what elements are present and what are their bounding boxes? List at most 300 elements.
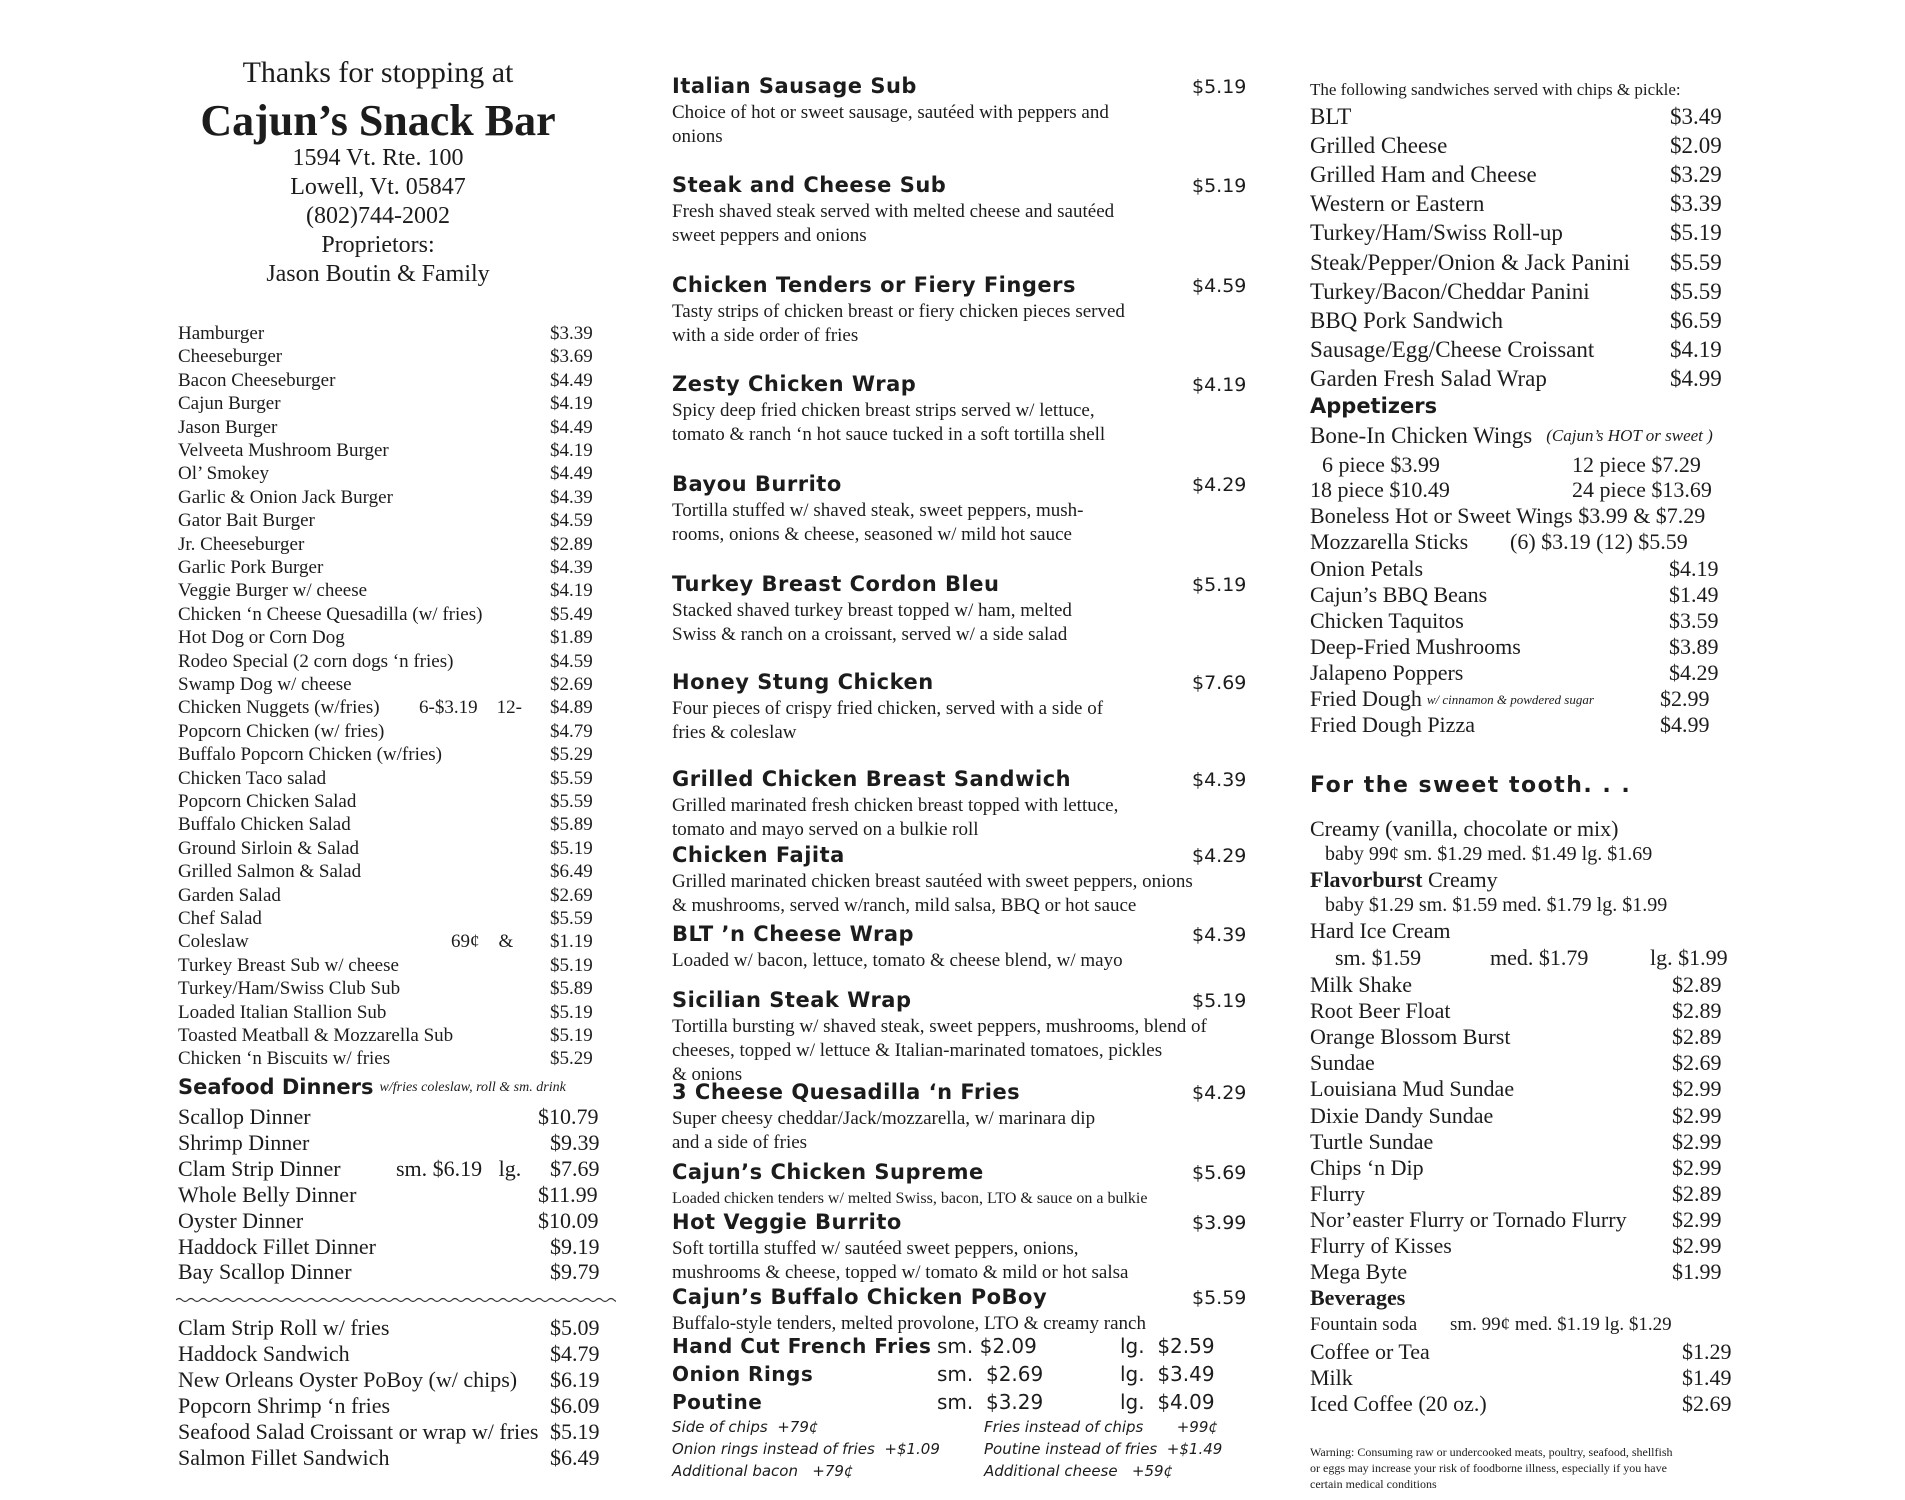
sandwich-item-price: $3.49 (1670, 104, 1722, 129)
special-desc: & mushrooms, served w/ranch, mild salsa, BBQ or hot sauce (672, 895, 1137, 916)
seafood-note: w/fries coleslaw, roll & sm. drink (379, 1080, 566, 1095)
menu-item (178, 346, 598, 368)
beverage-item (1310, 1365, 1732, 1391)
sandwich-item-name: BLT (1310, 104, 1352, 129)
menu-item-price: $4.59 (550, 650, 593, 672)
sweet-item-name: Dixie Dandy Sundae (1310, 1102, 1494, 1128)
menu-item-price: $4.19 (550, 580, 593, 602)
menu-item (178, 978, 598, 1000)
wings-6: 6 piece $3.99 (1322, 452, 1440, 477)
menu-item (178, 1025, 598, 1047)
warning-line: or eggs may increase your risk of foodborne illness, especially if you have (1310, 1461, 1667, 1475)
sweet-item (1310, 1024, 1722, 1050)
special-desc: Spicy deep fried chicken breast strips served w/ lettuce, (672, 400, 1095, 421)
sweet-item-name: Flurry of Kisses (1310, 1233, 1452, 1258)
proprietors-names: Jason Boutin & Family (266, 261, 490, 287)
seafood-item (178, 1104, 599, 1130)
sweet-item (1310, 1050, 1722, 1076)
appetizer-item-name: Deep-Fried Mushrooms (1310, 634, 1521, 659)
sandwich-item-price: $5.59 (1670, 278, 1722, 304)
menu-item-price: $4.49 (550, 463, 593, 485)
sandwich-item-price: $3.29 (1670, 162, 1722, 188)
sandwich-item-name: BBQ Pork Sandwich (1310, 307, 1503, 333)
menu-item-name: Popcorn Chicken Salad (178, 791, 357, 812)
special-desc: and a side of fries (672, 1132, 808, 1153)
menu-item-name: Chef Salad (178, 908, 262, 929)
sandwich-intro: The following sandwiches served with chips & pickle: (1310, 80, 1681, 99)
special-price: $4.29 (1192, 845, 1247, 867)
sandwich-item (1310, 336, 1722, 363)
sandwich-item-name: Grilled Ham and Cheese (1310, 162, 1537, 188)
appetizer-item-name: Chicken Taquitos (1310, 608, 1464, 633)
mozzarella-sticks: Mozzarella Sticks (1310, 529, 1469, 554)
menu-item (178, 838, 598, 860)
sandwich-item (1310, 133, 1722, 159)
beverage-item (1310, 1339, 1732, 1365)
special-title: Cajun’s Buffalo Chicken PoBoy (672, 1285, 1048, 1309)
seafood-extra-price: $5.09 (550, 1315, 600, 1340)
creamy-row: Creamy (vanilla, chocolate or mix) (1310, 816, 1619, 841)
hard-med: med. $1.79 (1490, 945, 1589, 970)
menu-item (178, 674, 598, 696)
sandwich-item-name: Steak/Pepper/Onion & Jack Panini (1310, 249, 1631, 275)
sandwich-item-price: $4.19 (1670, 336, 1722, 362)
menu-item (178, 885, 598, 907)
seafood-extra-name: Haddock Sandwich (178, 1340, 350, 1366)
sweet-item-price: $2.99 (1672, 1128, 1722, 1154)
menu-item-name: Chicken ‘n Biscuits w/ fries (178, 1048, 391, 1070)
special-title: Bayou Burrito (672, 472, 842, 496)
side-small-price: sm. $3.29 (937, 1390, 1044, 1414)
menu-item-name: Ol’ Smokey (178, 463, 269, 485)
special-title: Cajun’s Chicken Supreme (672, 1160, 984, 1184)
sandwich-item-name: Turkey/Ham/Swiss Roll-up (1310, 220, 1563, 246)
side-name: Hand Cut French Fries (672, 1334, 932, 1358)
special-price: $4.19 (1192, 374, 1247, 396)
menu-item (178, 440, 598, 462)
menu-item-price: $3.39 (550, 323, 593, 344)
appetizer-item (1310, 556, 1719, 582)
menu-item (178, 744, 598, 766)
hard-sm: sm. $1.59 (1335, 945, 1422, 970)
sweet-item-name: Mega Byte (1310, 1259, 1408, 1285)
sweet-item (1310, 1076, 1722, 1102)
fountain-soda: Fountain soda (1310, 1314, 1418, 1335)
wavy-divider (176, 1297, 616, 1303)
special-desc: Super cheesy cheddar/Jack/mozzarella, w/ marinara dip (672, 1108, 1096, 1129)
seafood-item-name: Haddock Fillet Dinner (178, 1233, 376, 1259)
menu-item-name: Garlic & Onion Jack Burger (178, 486, 393, 508)
seafood-item-price: $7.69 (550, 1155, 600, 1181)
special-desc: mushrooms & cheese, topped w/ tomato & mild or hot salsa (672, 1262, 1129, 1283)
seafood-extra-name: Clam Strip Roll w/ fries (178, 1315, 390, 1340)
seafood-extra-item (178, 1418, 600, 1445)
menu-item-price: $4.49 (550, 416, 593, 438)
special-desc: fries & coleslaw (672, 722, 797, 743)
seafood-extra-price: $5.19 (550, 1418, 600, 1444)
special-title: Turkey Breast Cordon Bleu (672, 572, 1000, 596)
menu-item-name: Ground Sirloin & Salad (178, 837, 360, 859)
menu-item-name: Popcorn Chicken (w/ fries) (178, 720, 385, 742)
menu-item (178, 604, 598, 626)
sweet-item (1310, 1206, 1722, 1233)
sweet-tooth-heading: For the sweet tooth. . . (1310, 773, 1632, 798)
menu-item (178, 627, 598, 649)
special-title: BLT ’n Cheese Wrap (672, 922, 915, 946)
beverage-item (1310, 1391, 1732, 1417)
sandwich-item-price: $2.09 (1670, 133, 1722, 159)
sweet-item-price: $2.69 (1672, 1050, 1722, 1076)
special-price: $4.39 (1192, 924, 1247, 946)
sandwich-item (1310, 191, 1722, 217)
sandwich-item (1310, 162, 1722, 188)
special-desc: Loaded chicken tenders w/ melted Swiss, bacon, LTO & sauce on a bulkie (672, 1190, 1148, 1207)
menu-item-name: Chicken ‘n Cheese Quesadilla (w/ fries) (178, 603, 483, 625)
menu-item-price: $2.89 (550, 533, 593, 555)
menu-item-name: Jr. Cheeseburger (178, 533, 305, 555)
seafood-extra-item (178, 1366, 600, 1393)
seafood-extra-price: $4.79 (550, 1340, 600, 1366)
menu-item-price: $2.69 (550, 674, 593, 695)
menu-item (178, 908, 598, 930)
special-title: Chicken Tenders or Fiery Fingers (672, 273, 1076, 297)
sweet-item-name: Flurry (1310, 1180, 1365, 1206)
menu-item-name: Bacon Cheeseburger (178, 369, 336, 391)
seafood-extra-name: New Orleans Oyster PoBoy (w/ chips) (178, 1366, 518, 1392)
special-price: $5.19 (1192, 76, 1247, 98)
menu-item (178, 697, 598, 719)
menu-item-price: $1.89 (550, 627, 593, 649)
side-small-price: sm. $2.69 (937, 1362, 1044, 1386)
sweet-item (1310, 998, 1722, 1024)
seafood-item-name: Bay Scallop Dinner (178, 1259, 352, 1285)
seafood-heading (178, 1075, 566, 1099)
special-title: Honey Stung Chicken (672, 670, 934, 694)
sandwich-item-name: Grilled Cheese (1310, 133, 1448, 159)
sandwich-item (1310, 104, 1722, 130)
sweet-item-price: $2.89 (1672, 972, 1722, 997)
special-desc: Tasty strips of chicken breast or fiery chicken pieces served (672, 301, 1125, 322)
creamy-prices: baby 99¢ sm. $1.29 med. $1.49 lg. $1.69 (1325, 843, 1653, 865)
sweet-item (1310, 1259, 1722, 1285)
special-desc: Swiss & ranch on a croissant, served w/ a side salad (672, 624, 1068, 645)
special-desc: cheeses, topped w/ lettuce & Italian-marinated tomatoes, pickles (672, 1040, 1163, 1061)
beverages-heading: Beverages (1310, 1285, 1406, 1310)
menu-item-name: Garden Salad (178, 884, 281, 906)
sweet-item-name: Sundae (1310, 1050, 1375, 1076)
beverage-item-price: $1.49 (1682, 1365, 1732, 1390)
wings-24: 24 piece $13.69 (1572, 477, 1712, 502)
special-desc: sweet peppers and onions (672, 225, 867, 246)
thanks-line: Thanks for stopping at (242, 56, 514, 89)
sweet-item-name: Root Beer Float (1310, 998, 1451, 1024)
side-large-price: lg. $2.59 (1120, 1334, 1215, 1358)
seafood-item-extra: sm. $6.19 lg. (396, 1155, 522, 1181)
flavorburst-prices: baby $1.29 sm. $1.59 med. $1.79 lg. $1.99 (1325, 894, 1668, 916)
sweet-item-price: $2.99 (1672, 1233, 1722, 1258)
wings-note: (Cajun’s HOT or sweet ) (1546, 426, 1713, 445)
special-title: Sicilian Steak Wrap (672, 988, 912, 1012)
health-warning (1310, 1444, 1673, 1492)
seafood-item-name: Scallop Dinner (178, 1104, 311, 1129)
fried-dough (1310, 686, 1594, 712)
sweet-item-name: Louisiana Mud Sundae (1310, 1076, 1515, 1102)
address-street: 1594 Vt. Rte. 100 (292, 145, 464, 171)
special-desc: Grilled marinated fresh chicken breast topped with lettuce, (672, 795, 1119, 816)
sweet-item-price: $2.89 (1672, 1024, 1722, 1050)
menu-item-price: $5.29 (550, 744, 593, 766)
addon-left: Onion rings instead of fries +$1.09 (672, 1440, 940, 1458)
sweet-item (1310, 1102, 1722, 1129)
sandwich-item-price: $6.59 (1670, 307, 1722, 333)
sweet-item (1310, 1128, 1722, 1155)
special-desc: Tortilla bursting w/ shaved steak, sweet peppers, mushrooms, blend of (672, 1016, 1207, 1037)
menu-item-price: $5.19 (550, 1025, 593, 1046)
seafood-item-name: Shrimp Dinner (178, 1129, 310, 1155)
special-price: $5.19 (1192, 990, 1247, 1012)
seafood-item-name: Clam Strip Dinner (178, 1155, 341, 1181)
sweet-item-name: Nor’easter Flurry or Tornado Flurry (1310, 1206, 1627, 1232)
menu-item-extra: 6-$3.19 12- (419, 697, 522, 719)
beverage-item-name: Milk (1310, 1365, 1353, 1390)
addon-right: Fries instead of chips +99¢ (984, 1418, 1218, 1436)
menu-item-name: Grilled Salmon & Salad (178, 861, 362, 883)
seafood-extra-name: Seafood Salad Croissant or wrap w/ fries (178, 1418, 539, 1444)
hard-ice-cream: Hard Ice Cream (1310, 918, 1451, 943)
appetizer-item-price: $3.59 (1669, 608, 1719, 633)
appetizers-heading: Appetizers (1310, 394, 1438, 418)
address-city: Lowell, Vt. 05847 (290, 174, 466, 200)
addon-left: Additional bacon +79¢ (672, 1462, 854, 1480)
sweet-item-name: Chips ‘n Dip (1310, 1154, 1424, 1180)
beverage-item-price: $2.69 (1682, 1391, 1732, 1416)
special-desc: Buffalo-style tenders, melted provolone, LTO & creamy ranch (672, 1313, 1146, 1334)
sandwich-item (1310, 220, 1722, 246)
phone-number: (802)744-2002 (306, 203, 450, 229)
sweet-item-price: $2.99 (1672, 1102, 1722, 1128)
fried-dough-name: Fried Dough (1310, 686, 1422, 711)
seafood-item-price: $11.99 (538, 1181, 598, 1207)
fried-dough-pizza: Fried Dough Pizza (1310, 712, 1475, 737)
special-price: $4.39 (1192, 769, 1247, 791)
menu-item (178, 651, 598, 673)
special-price: $7.69 (1192, 672, 1247, 694)
menu-item-price: $5.19 (550, 1001, 593, 1023)
menu-item (178, 814, 598, 836)
seafood-extra-price: $6.19 (550, 1366, 600, 1392)
seafood-item-price: $10.79 (538, 1104, 599, 1129)
menu-item-price: $5.19 (550, 954, 593, 976)
seafood-item (178, 1129, 600, 1156)
menu-item (178, 323, 598, 345)
sweet-item-price: $2.99 (1672, 1076, 1722, 1102)
sandwich-item (1310, 365, 1722, 392)
special-price: $5.19 (1192, 574, 1247, 596)
special-desc: Choice of hot or sweet sausage, sautéed with peppers and (672, 102, 1109, 123)
special-desc: Fresh shaved steak served with melted cheese and sautéed (672, 201, 1115, 222)
special-desc: Grilled marinated chicken breast sautéed with sweet peppers, onions (672, 871, 1193, 892)
mozzarella-prices: (6) $3.19 (12) $5.59 (1510, 529, 1688, 554)
side-large-price: lg. $3.49 (1120, 1362, 1215, 1386)
menu-item-name: Buffalo Chicken Salad (178, 814, 351, 836)
fountain-prices: sm. 99¢ med. $1.19 lg. $1.29 (1450, 1314, 1672, 1335)
menu-item (178, 393, 598, 415)
seafood-extra-item (178, 1444, 600, 1471)
menu-item-price: $4.79 (550, 720, 593, 742)
menu-item-name: Coleslaw (178, 931, 249, 953)
sweet-item-name: Orange Blossom Burst (1310, 1024, 1511, 1050)
menu-item-name: Turkey Breast Sub w/ cheese (178, 954, 399, 976)
appetizer-item-price: $4.29 (1669, 660, 1719, 685)
seafood-item (178, 1233, 600, 1260)
menu-item-name: Gator Bait Burger (178, 510, 315, 532)
special-desc: Tortilla stuffed w/ shaved steak, sweet peppers, mush- (672, 500, 1084, 521)
menu-item-name: Chicken Taco salad (178, 767, 327, 789)
menu-item (178, 580, 598, 602)
menu-item-name: Garlic Pork Burger (178, 557, 324, 578)
sandwich-item-name: Western or Eastern (1310, 191, 1485, 217)
appetizer-item (1310, 582, 1719, 608)
sweet-item-name: Milk Shake (1310, 972, 1413, 997)
seafood-item-price: $9.19 (550, 1233, 600, 1259)
menu-item-name: Cheeseburger (178, 346, 283, 368)
menu-item-name: Rodeo Special (2 corn dogs ‘n fries) (178, 650, 454, 672)
seafood-extra-price: $6.49 (550, 1444, 600, 1470)
menu-item-price: $5.89 (550, 978, 593, 1000)
seafood-title: Seafood Dinners (178, 1075, 374, 1099)
sandwich-item (1310, 249, 1722, 276)
seafood-item-price: $10.09 (538, 1207, 599, 1233)
seafood-extra-item (178, 1315, 600, 1341)
special-price: $4.59 (1192, 275, 1247, 297)
sweet-item (1310, 1180, 1722, 1207)
special-desc: Stacked shaved turkey breast topped w/ ham, melted (672, 600, 1072, 621)
menu-item (178, 861, 598, 883)
menu-item-name: Buffalo Popcorn Chicken (w/fries) (178, 744, 443, 766)
menu-item-price: $1.19 (550, 931, 593, 953)
menu-item-name: Toasted Meatball & Mozzarella Sub (178, 1025, 454, 1046)
sandwich-item (1310, 307, 1722, 334)
addon-left: Side of chips +79¢ (672, 1418, 819, 1436)
menu-item-name: Jason Burger (178, 416, 278, 438)
menu-item-price: $5.59 (550, 908, 593, 929)
side-large-price: lg. $4.09 (1120, 1390, 1215, 1414)
special-price: $4.29 (1192, 1082, 1247, 1104)
restaurant-name: Cajun’s Snack Bar (200, 96, 556, 145)
seafood-extra-item (178, 1392, 600, 1419)
wings-12: 12 piece $7.29 (1572, 452, 1701, 477)
menu-item-name: Cajun Burger (178, 393, 281, 415)
special-title: 3 Cheese Quesadilla ‘n Fries (672, 1080, 1021, 1104)
seafood-item-name: Oyster Dinner (178, 1207, 304, 1233)
flavorburst-row (1310, 867, 1498, 893)
menu-item-name: Hot Dog or Corn Dog (178, 627, 345, 649)
menu-item (178, 463, 598, 485)
sweet-item-price: $2.89 (1672, 1180, 1722, 1206)
seafood-item (178, 1155, 600, 1182)
special-desc: rooms, onions & cheese, seasoned w/ mild hot sauce (672, 524, 1072, 545)
special-title: Italian Sausage Sub (672, 74, 917, 98)
menu-item-price: $5.19 (550, 837, 593, 859)
seafood-item-price: $9.79 (550, 1259, 600, 1285)
sandwich-item-name: Turkey/Bacon/Cheddar Panini (1310, 278, 1590, 304)
fried-dough-note: w/ cinnamon & powdered sugar (1426, 692, 1594, 707)
menu-item (178, 721, 598, 743)
menu-item-price: $3.69 (550, 346, 593, 368)
menu-item-name: Turkey/Ham/Swiss Club Sub (178, 978, 401, 1000)
appetizer-item-name: Onion Petals (1310, 556, 1424, 581)
special-desc: & onions (672, 1064, 743, 1085)
menu-item-price: $4.39 (550, 557, 593, 578)
appetizer-item-price: $4.19 (1669, 556, 1719, 581)
menu-item (178, 1002, 598, 1024)
menu-item-extra: 69¢ & (451, 931, 514, 953)
wings-18: 18 piece $10.49 (1310, 477, 1450, 502)
special-title: Steak and Cheese Sub (672, 173, 947, 197)
special-price: $5.69 (1192, 1162, 1247, 1184)
seafood-item (178, 1259, 600, 1285)
menu-item (178, 487, 598, 509)
proprietors-label: Proprietors: (321, 232, 435, 258)
menu-item (178, 768, 598, 790)
sandwich-item-name: Garden Fresh Salad Wrap (1310, 365, 1547, 391)
sandwich-item-price: $4.99 (1670, 365, 1722, 391)
seafood-item (178, 1207, 599, 1234)
seafood-item-price: $9.39 (550, 1129, 600, 1155)
flavorburst-rest: Creamy (1422, 867, 1498, 892)
appetizer-item-name: Cajun’s BBQ Beans (1310, 582, 1488, 607)
sandwich-item-price: $3.39 (1670, 191, 1722, 217)
menu-item-price: $4.49 (550, 369, 593, 391)
wings-row (1310, 423, 1713, 449)
menu-item-name: Velveeta Mushroom Burger (178, 440, 389, 461)
special-desc: tomato and mayo served on a bulkie roll (672, 819, 979, 840)
appetizer-item (1310, 660, 1719, 686)
special-price: $3.99 (1192, 1212, 1247, 1234)
menu-item-price: $6.49 (550, 861, 593, 883)
menu-item-price: $5.29 (550, 1048, 593, 1070)
menu-item-price: $4.89 (550, 697, 593, 719)
menu-item (178, 955, 598, 977)
menu-item-price: $5.89 (550, 814, 593, 836)
beverage-item-name: Coffee or Tea (1310, 1339, 1430, 1364)
menu-item (178, 370, 598, 392)
appetizer-item-price: $1.49 (1669, 582, 1719, 607)
menu-item (178, 557, 598, 579)
special-title: Grilled Chicken Breast Sandwich (672, 767, 1072, 791)
wings-name: Bone-In Chicken Wings (1310, 423, 1533, 448)
special-price: $5.59 (1192, 1287, 1247, 1309)
menu-item-name: Swamp Dog w/ cheese (178, 674, 352, 695)
menu-item-price: $2.69 (550, 884, 593, 906)
menu-item-name: Veggie Burger w/ cheese (178, 580, 368, 602)
addon-right: Poutine instead of fries +$1.49 (984, 1440, 1223, 1458)
menu-item (178, 791, 598, 813)
special-desc: Loaded w/ bacon, lettuce, tomato & cheese blend, w/ mayo (672, 950, 1123, 971)
seafood-item-name: Whole Belly Dinner (178, 1181, 357, 1207)
menu-item (178, 534, 598, 556)
special-price: $5.19 (1192, 175, 1247, 197)
special-desc: onions (672, 126, 723, 147)
beverage-item-price: $1.29 (1682, 1339, 1732, 1364)
appetizer-item (1310, 634, 1719, 660)
sandwich-item-name: Sausage/Egg/Cheese Croissant (1310, 336, 1595, 362)
menu-item (178, 510, 598, 532)
special-title: Chicken Fajita (672, 843, 845, 867)
hard-lg: lg. $1.99 (1650, 945, 1728, 970)
seafood-extra-item (178, 1340, 600, 1367)
seafood-item (178, 1181, 598, 1208)
